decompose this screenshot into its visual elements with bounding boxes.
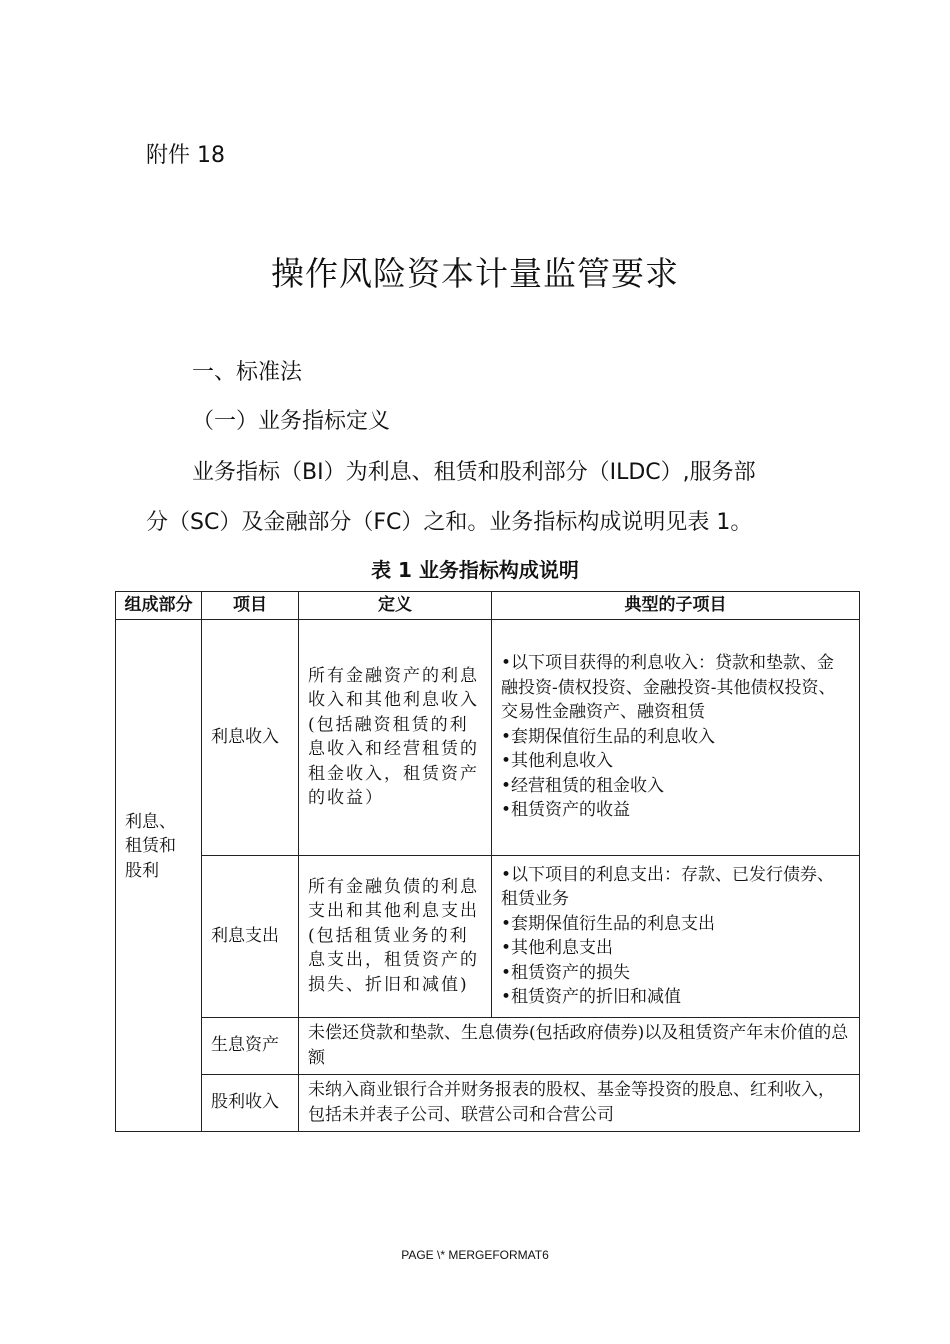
definition-cell: 未偿还贷款和垫款、生息债券(包括政府债券)以及租赁资产年末价值的总额: [299, 1017, 860, 1074]
document-title: 操作风险资本计量监管要求: [271, 254, 679, 293]
header-component: 组成部分: [116, 592, 202, 620]
header-subitems: 典型的子项目: [492, 592, 860, 620]
subitem: •租赁资产的损失: [501, 962, 631, 983]
group-cell: 利息、租赁和股利: [116, 619, 202, 1131]
table-header-row: [116, 592, 860, 620]
subitem: •其他利息支出: [501, 938, 614, 958]
subitem: •租赁资产的折旧和减值: [501, 987, 682, 1007]
item-cell: 股利收入: [202, 1074, 299, 1131]
item-cell: 利息收入: [202, 619, 299, 855]
definition-cell: 所有金融负债的利息支出和其他利息支出(包括租赁业务的利息支出，租赁资产的损失、折旧和减值): [299, 855, 492, 1017]
table-row: [116, 619, 860, 855]
subitem: •以下项目的利息支出：存款、已发行债券、租赁业务: [501, 864, 835, 909]
definition-cell: 未纳入商业银行合并财务报表的股权、基金等投资的股息、红利收入，包括未并表子公司、联营公司和合营公司: [299, 1074, 860, 1131]
subitems-cell: [492, 855, 860, 1017]
attachment-label: 附件 18: [146, 143, 225, 168]
item-cell: 生息资产: [202, 1017, 299, 1074]
subitem: •套期保值衍生品的利息支出: [501, 913, 716, 934]
subitem: •以下项目获得的利息收入：贷款和垫款、金融投资-债权投资、金融投资-其他债权投资、交易性金融资产、融资租赁: [501, 653, 836, 723]
header-definition: 定义: [299, 592, 492, 620]
table-row: [116, 855, 860, 1017]
table-caption: 表 1 业务指标构成说明: [371, 558, 579, 582]
item-cell: 利息支出: [202, 855, 299, 1017]
table-row: [116, 1017, 860, 1074]
table-row: [116, 1074, 860, 1131]
subitem: •套期保值衍生品的利息收入: [501, 726, 716, 747]
subitem: •租赁资产的收益: [501, 800, 631, 821]
definition-cell: 所有金融资产的利息收入和其他利息收入(包括融资租赁的利息收入和经营租赁的租金收入，租赁资产的收益）: [299, 619, 492, 855]
subitem: •经营租赁的租金收入: [501, 775, 665, 796]
page-footer: PAGE \* MERGEFORMAT6: [401, 1248, 549, 1262]
header-item: 项目: [202, 592, 299, 620]
business-indicator-table: [115, 591, 860, 1132]
subsection-heading: （一）业务指标定义: [192, 409, 391, 434]
section-heading: 一、标准法: [192, 360, 303, 385]
subitem: •其他利息收入: [501, 751, 614, 772]
paragraph-line-2: 分（SC）及金融部分（FC）之和。业务指标构成说明见表 1。: [146, 510, 753, 535]
subitems-cell: [492, 619, 860, 855]
paragraph-line-1: 业务指标（BI）为利息、租赁和股利部分（ILDC）,服务部: [192, 460, 756, 485]
